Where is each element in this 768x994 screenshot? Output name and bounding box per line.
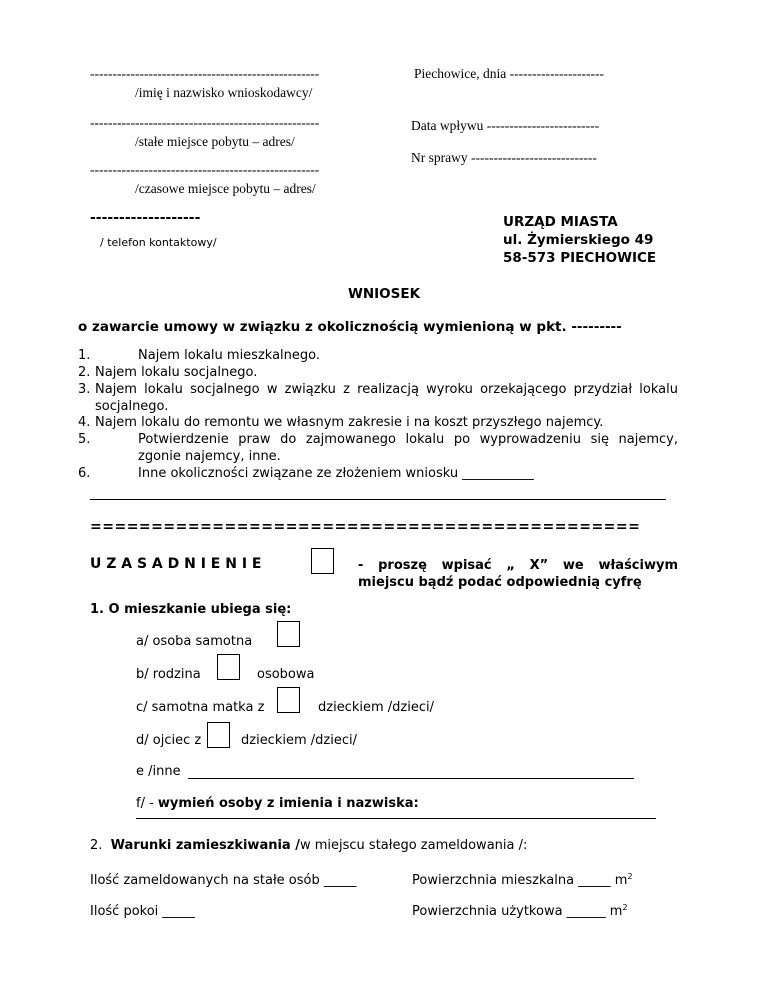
name-field-label: /imię i nazwisko wnioskodawcy/ — [135, 85, 313, 100]
option-f-line[interactable] — [136, 818, 656, 819]
permanent-address-label: /stałe miejsce pobytu – adres/ — [135, 134, 295, 149]
list-item-text: Potwierdzenie praw do zajmowanego lokalu po wyprowadzeniu się najemcy, zgonie najemcy, inne. — [138, 432, 678, 464]
section2-subtitle: w miejscu stałego zameldowania /: — [299, 838, 528, 853]
list-item-text: Najem lokalu socjalnego w związku z realizacją wyroku orzekającego przydział lokalu socjalnego. — [95, 382, 678, 414]
rooms-field[interactable]: Ilość pokoi _____ — [90, 904, 195, 919]
section2-heading — [90, 838, 527, 853]
unit-superscript: 2 — [622, 903, 628, 912]
list-item-text: Najem lokalu do remontu we własnym zakresie i na koszt przyszłego najemcy. — [95, 415, 604, 430]
list-item-text: Najem lokalu socjalnego. — [95, 365, 258, 380]
unit-superscript: 2 — [627, 872, 633, 881]
list-item-number: 3. — [78, 382, 91, 397]
temporary-address-line[interactable]: --------------------------------------------------- — [90, 162, 320, 177]
option-e-label: e /inne — [136, 764, 181, 779]
section2-title: Warunki zamieszkiwania / — [110, 838, 300, 853]
phone-field-line[interactable]: ------------------- — [90, 210, 201, 226]
hint-line-2: miejscu bądź podać odpowiednią cyfrę — [358, 575, 642, 590]
list-item-number: 6. — [78, 466, 91, 481]
living-area-text: Powierzchnia mieszkalna _____ m — [412, 873, 628, 888]
recipient-line-1: URZĄD MIASTA — [503, 214, 618, 230]
usable-area-text: Powierzchnia użytkowa ______ m — [412, 904, 623, 919]
list-item-number: 4. — [78, 415, 91, 430]
option-c-suffix: dzieckiem /dzieci/ — [318, 700, 434, 715]
list-item-number: 5. — [78, 432, 91, 447]
option-d-checkbox[interactable] — [207, 722, 230, 748]
justification-hint — [358, 557, 678, 591]
recipient-line-3: 58-573 PIECHOWICE — [503, 250, 657, 266]
usable-area-field[interactable] — [412, 904, 628, 919]
option-f-bold: wymień osoby z imienia i nazwiska: — [157, 796, 419, 811]
option-b-checkbox[interactable] — [217, 654, 240, 680]
list-item-number: 2. — [78, 365, 91, 380]
list-item-1 — [78, 348, 678, 365]
option-c-label: c/ samotna matka z — [136, 700, 265, 715]
option-d-label: d/ ojciec z — [136, 733, 202, 748]
option-d-suffix: dzieckiem /dzieci/ — [241, 733, 357, 748]
phone-field-label: / telefon kontaktowy/ — [100, 236, 217, 249]
option-e-line[interactable] — [188, 778, 634, 779]
place-date-field[interactable]: Piechowice, dnia --------------------- — [414, 66, 605, 81]
option-c-checkbox[interactable] — [277, 687, 300, 713]
list-item-6 — [78, 466, 678, 483]
list-item-4 — [78, 415, 678, 432]
option-b-label: b/ rodzina — [136, 667, 201, 682]
list-item-5 — [78, 432, 678, 465]
registered-persons-field[interactable]: Ilość zameldowanych na stałe osób _____ — [90, 873, 357, 888]
justification-title: U Z A S A D N I E N I E — [90, 556, 262, 572]
section-separator: ============================================= — [90, 519, 641, 535]
option-f-prefix: f/ - — [136, 796, 158, 811]
other-circumstances-line[interactable] — [90, 499, 666, 500]
option-f-label — [136, 796, 419, 811]
section2-number: 2. — [90, 838, 103, 853]
living-area-field[interactable] — [412, 873, 633, 888]
name-field-line[interactable]: --------------------------------------------------- — [90, 66, 320, 81]
list-item-2 — [78, 365, 678, 382]
document-subtitle: o zawarcie umowy w związku z okolicznością wymienioną w pkt. --------- — [78, 319, 622, 335]
recipient-address — [503, 213, 656, 267]
case-number-field[interactable]: Nr sprawy ---------------------------- — [411, 150, 597, 165]
permanent-address-line[interactable]: --------------------------------------------------- — [90, 115, 320, 130]
option-a-checkbox[interactable] — [277, 621, 300, 647]
received-date-field[interactable]: Data wpływu ------------------------- — [411, 118, 600, 133]
list-item-text: Najem lokalu mieszkalnego. — [138, 348, 321, 363]
list-item-3 — [78, 382, 678, 415]
list-item-text[interactable]: Inne okoliczności związane ze złożeniem wniosku ___________ — [138, 466, 534, 481]
option-a-label: a/ osoba samotna — [136, 634, 253, 649]
section1-heading: 1. O mieszkanie ubiega się: — [90, 602, 292, 617]
list-item-number: 1. — [78, 348, 91, 363]
recipient-line-2: ul. Żymierskiego 49 — [503, 232, 654, 248]
option-b-suffix: osobowa — [257, 667, 315, 682]
hint-line-1: - proszę wpisać „ X” we właściwym — [358, 558, 678, 573]
temporary-address-label: /czasowe miejsce pobytu – adres/ — [135, 181, 316, 196]
justification-checkbox[interactable] — [311, 548, 334, 574]
document-title: WNIOSEK — [347, 286, 421, 302]
